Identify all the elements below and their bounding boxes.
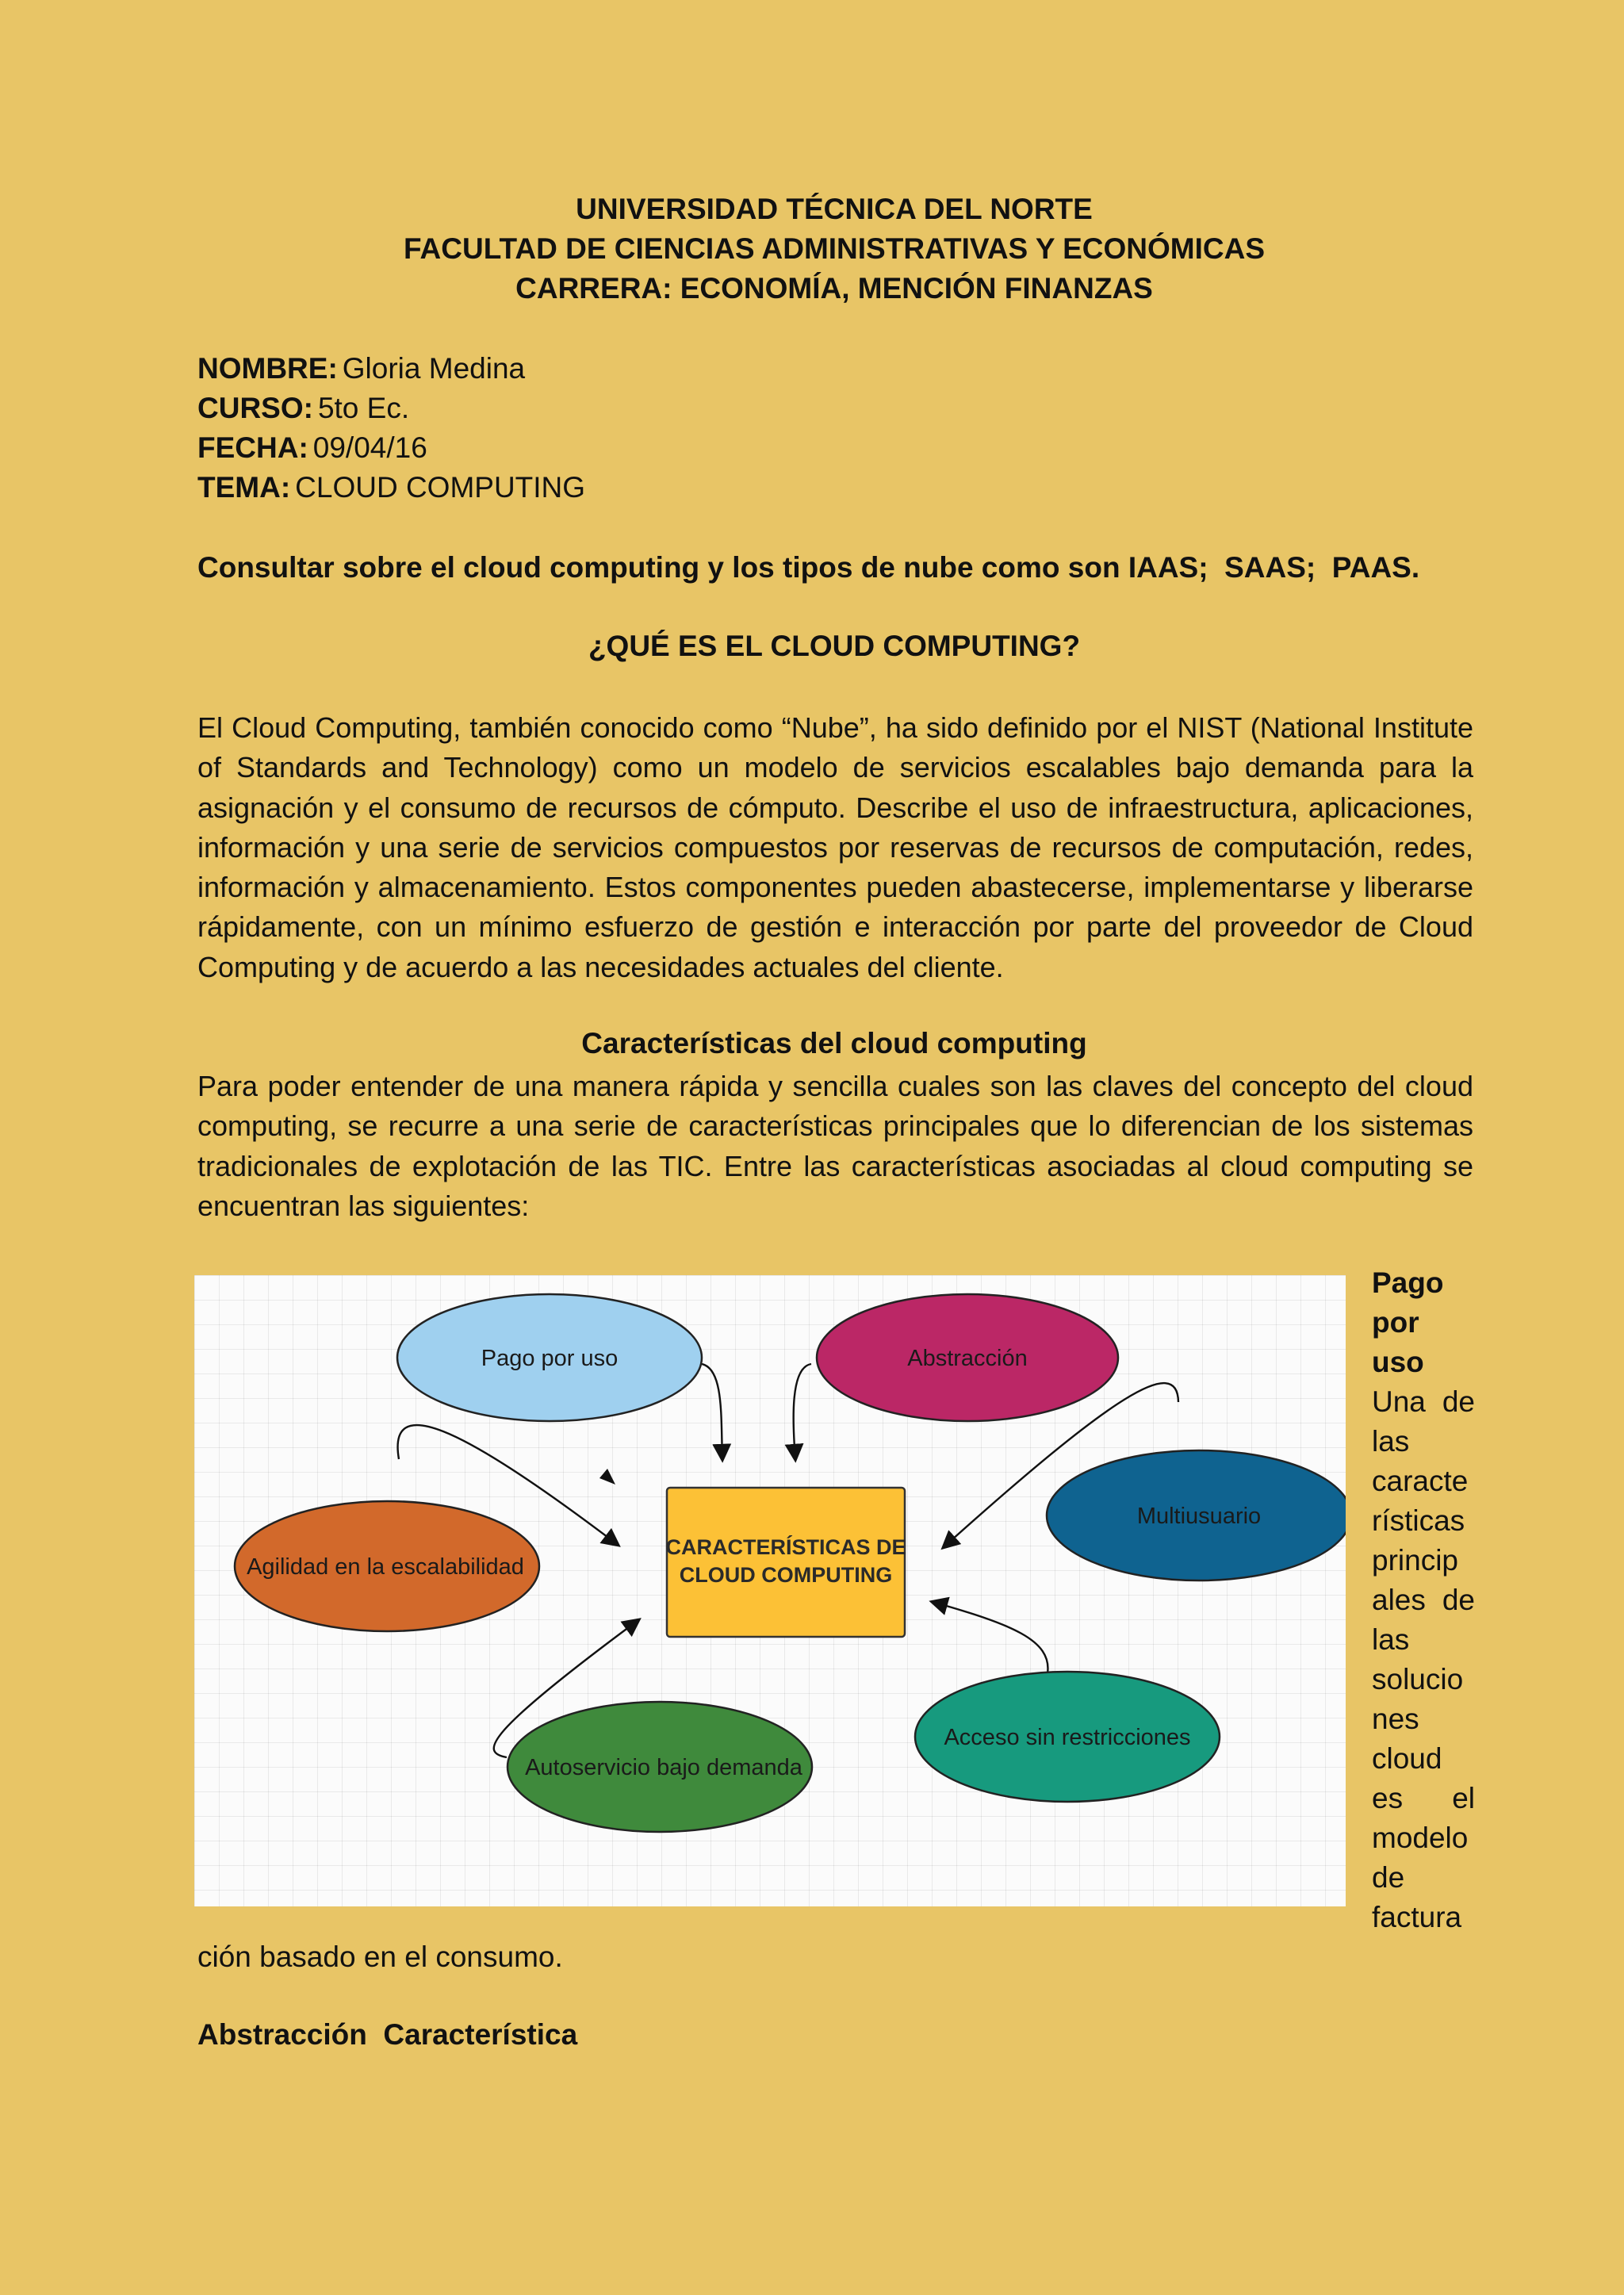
topic-field [197, 468, 585, 508]
name-label: NOMBRE: [197, 352, 338, 385]
course-label: CURSO: [197, 392, 313, 424]
sidebar-title-line: por [1372, 1306, 1419, 1339]
node-pago-por-uso-label: Pago por uso [481, 1346, 619, 1371]
node-agilidad-escalabilidad [235, 1501, 539, 1631]
center-box-line1: CARACTERÍSTICAS DE [665, 1535, 906, 1559]
node-autoservicio-label: Autoservicio bajo demanda [525, 1755, 802, 1780]
sidebar-line: de [1372, 1861, 1405, 1894]
sidebar-line: las [1372, 1425, 1410, 1458]
sidebar-title-line: uso [1372, 1346, 1424, 1378]
sidebar-title-line: Pago [1372, 1266, 1444, 1299]
name-value: Gloria Medina [342, 352, 526, 385]
sidebar-line: las [1372, 1623, 1410, 1656]
career-title: CARRERA: ECONOMÍA, MENCIÓN FINANZAS [515, 272, 1153, 305]
sidebar-word: ales [1372, 1584, 1426, 1616]
sidebar-line: cloud [1372, 1742, 1442, 1775]
assignment-statement: Consultar sobre el cloud computing y los tipos de nube como son IAAS; SAAS; PAAS. [197, 551, 1420, 584]
course-field [197, 389, 409, 428]
definition-paragraph: El Cloud Computing, también conocido como “Nube”, ha sido definido por el NIST (National Institute of Standards and Technology) como un modelo de servicios escalables bajo demanda para la asignación y el consumo de recursos de cómputo. Describe el uso de infraestructura, aplicaciones, información y una serie de servicios compuestos por reservas de recursos de computación, redes, información y almacenamiento. Estos componentes pueden abastecerse, implementarse y liberarse rápidamente, con un mínimo esfuerzo de gestión e interacción por parte del proveedor de Cloud Computing y de acuerdo a las necesidades actuales del cliente. [197, 711, 1473, 983]
sidebar-line: caracte [1372, 1465, 1469, 1497]
topic-value: CLOUD COMPUTING [295, 471, 586, 504]
sidebar-line [1372, 1580, 1475, 1620]
characteristics-diagram [194, 1275, 1346, 1906]
sidebar-line: princip [1372, 1544, 1458, 1577]
date-value: 09/04/16 [312, 431, 427, 464]
connector-pago [702, 1364, 722, 1459]
sidebar-word: es [1372, 1782, 1404, 1814]
section-title-characteristics: Características del cloud computing [581, 1027, 1087, 1059]
node-multiusuario-label: Multiusuario [1136, 1504, 1262, 1529]
characteristics-paragraph: Para poder entender de una manera rápida y sencilla cuales son las claves del concepto del cloud computing, se recurre a una serie de características principales que lo diferencian de los sistemas tradicionales de explotación de las TIC. Entre las características asociadas al cloud computing se encuentran las siguientes: [197, 1070, 1473, 1222]
sidebar-line [1372, 1779, 1475, 1818]
name-field [197, 349, 525, 389]
faculty-title: FACULTAD DE CIENCIAS ADMINISTRATIVAS Y ECONÓMICAS [403, 232, 1266, 265]
sidebar-word: de [1442, 1385, 1475, 1418]
sidebar-text [1372, 1263, 1475, 1937]
topic-label: TEMA: [197, 471, 291, 504]
sidebar-line: rísticas [1372, 1504, 1465, 1537]
node-acceso-label: Acceso sin restricciones [944, 1725, 1191, 1750]
sidebar-word: Una [1372, 1385, 1426, 1418]
stray-arrowhead [599, 1469, 615, 1485]
section-title-what-is: ¿QUÉ ES EL CLOUD COMPUTING? [588, 630, 1081, 662]
next-section-heading: Abstracción Característica [197, 2018, 578, 2051]
date-field [197, 428, 427, 468]
diagram-canvas [194, 1275, 1346, 1906]
connector-acceso [933, 1602, 1048, 1673]
connector-abstraccion [794, 1364, 811, 1459]
node-abstraccion [817, 1294, 1118, 1421]
node-abstraccion-label: Abstracción [907, 1346, 1028, 1371]
center-box [667, 1488, 905, 1637]
sidebar-line [1372, 1382, 1475, 1422]
node-agilidad-label: Agilidad en la escalabilidad [247, 1554, 524, 1580]
sidebar-line: factura [1372, 1901, 1462, 1933]
center-box-line2: CLOUD COMPUTING [679, 1563, 893, 1587]
course-value: 5to Ec. [317, 392, 410, 424]
sidebar-line: solucio [1372, 1663, 1464, 1695]
continuation-text: ción basado en el consumo. [197, 1941, 563, 1973]
sidebar-word: el [1452, 1782, 1475, 1814]
node-multiusuario [1047, 1450, 1346, 1580]
date-label: FECHA: [197, 431, 308, 464]
node-autoservicio-bajo-demanda [508, 1702, 812, 1832]
sidebar-word: de [1442, 1584, 1475, 1616]
sidebar-line: modelo [1372, 1822, 1469, 1854]
node-pago-por-uso [397, 1294, 702, 1421]
university-title: UNIVERSIDAD TÉCNICA DEL NORTE [576, 193, 1093, 225]
node-acceso-sin-restricciones [915, 1672, 1220, 1802]
sidebar-line: nes [1372, 1703, 1419, 1735]
